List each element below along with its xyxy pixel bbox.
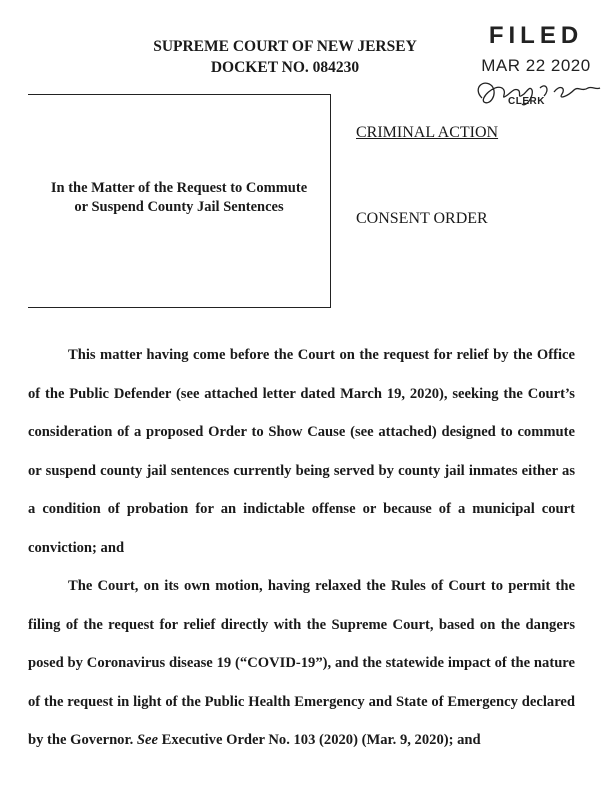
docket-number: DOCKET NO. 084230 [210,59,360,76]
court-header [120,36,450,78]
paragraph-2 [28,567,575,760]
matter-title: In the Matter of the Request to Commute or Suspend County Jail Sentences [50,180,308,215]
see-signal: See [136,732,158,748]
clerk-label: CLERK [508,96,545,107]
paragraph-2-part-a: The Court, on its own motion, having relaxed the Rules of Court to permit the filing of the request for relief directly with the Supreme Court, based on the dangers posed by Coronavirus disease 19 (“COVID-19”), and the statewide impact of the nature of the request in light of the Public Health Emergency and State of Emergency declared by the Governor. [28,578,575,748]
criminal-action-label: CRIMINAL ACTION [356,124,499,141]
caption-box [28,94,331,308]
filed-stamp [470,22,602,112]
paragraph-2-part-b: Executive Order No. 103 (2020) (Mar. 9, 2020); and [158,732,481,748]
clerk-signature [470,78,602,112]
filed-label: FILED [488,22,584,49]
consent-order-label: CONSENT ORDER [356,210,488,227]
court-name: SUPREME COURT OF NEW JERSEY [153,38,417,55]
order-body [28,336,575,760]
filed-date: MAR 22 2020 [481,56,591,75]
paragraph-1: This matter having come before the Court on the request for relief by the Office of the Public Defender (see attached letter dated March 19, 2020), seeking the Court’s consideration of a proposed Order to Show Cause (see attached) designed to commute or suspend county jail sentences currently being served by county jail inmates either as a condition of probation for an indictable offense or because of a municipal court conviction; and [28,347,575,556]
